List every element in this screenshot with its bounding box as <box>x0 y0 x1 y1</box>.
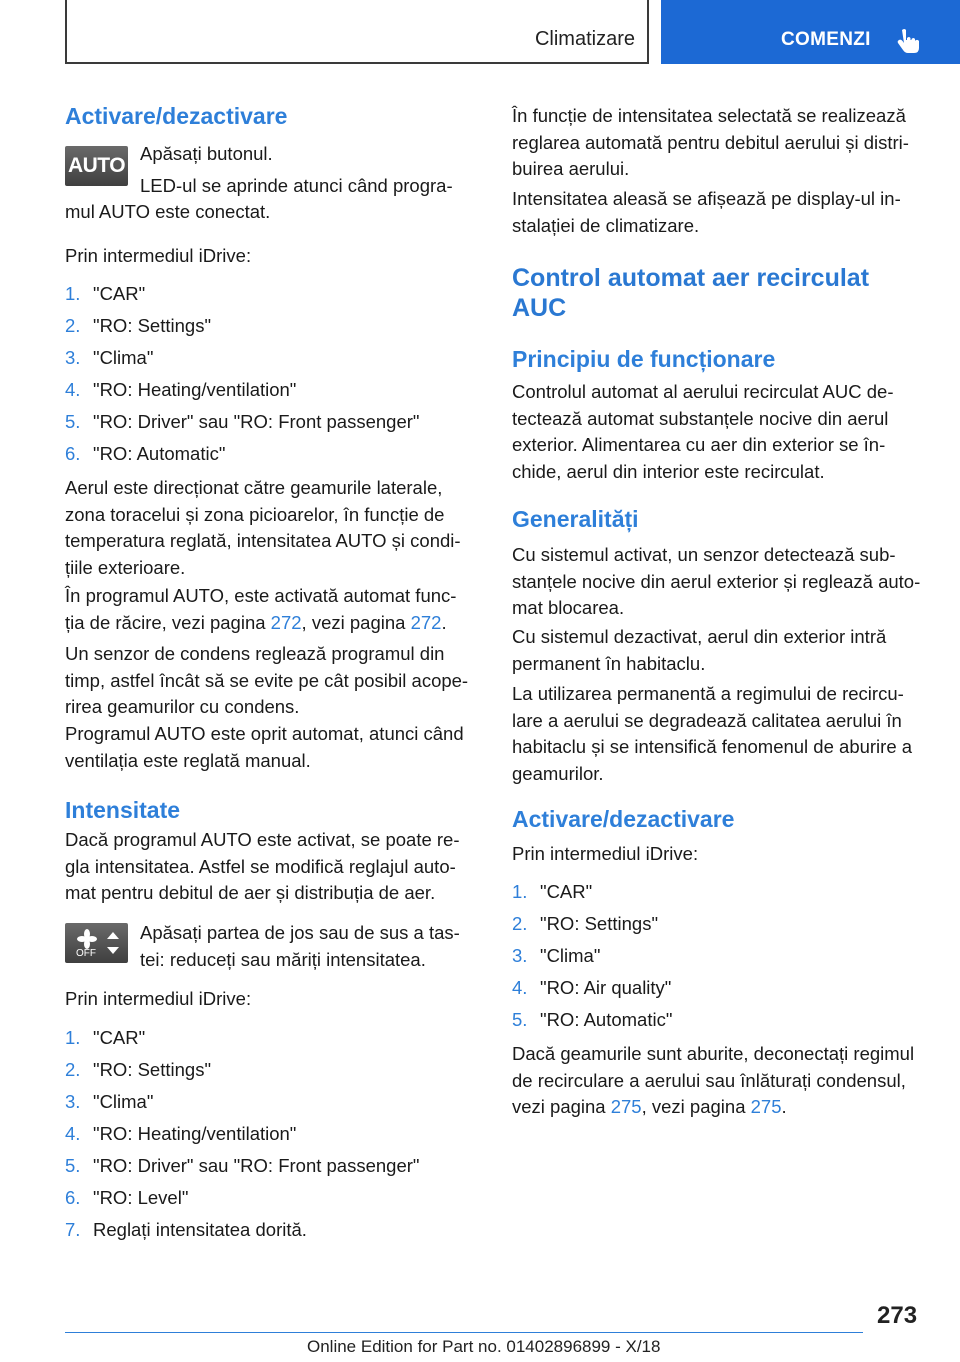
list-item: 7. Reglați intensitatea dorită. <box>65 1219 307 1240</box>
text-led-1: LED-ul se aprinde atunci când progra‐ <box>140 175 453 196</box>
paragraph-principiu: Controlul automat al aerului recirculat AUC de‐ tectează automat substanțele nocive din aerul exterior. Alimentarea cu aer din exterior se în‐ chide, aerul din interior este recirculat. <box>512 381 894 482</box>
list-item: 2. "RO: Settings" <box>65 1059 212 1080</box>
page-link[interactable]: 275 <box>610 1096 642 1117</box>
list-item: 6. "RO: Automatic" <box>65 443 226 464</box>
list-item: 4. "RO: Air quality" <box>512 977 672 998</box>
heading-generalitati: Generalități <box>512 506 639 532</box>
fan-icon <box>65 923 128 963</box>
paragraph-aburite: Dacă geamurile sunt aburite, deconectați regimul de recirculare a aerului sau înlăturați condensul, vezi pagina 275, vezi pagina 275. <box>512 1043 915 1117</box>
list-item: 5. "RO: Driver" sau "RO: Front passenger" <box>65 1155 420 1176</box>
paragraph-activat: Cu sistemul activat, un senzor detectează sub‐ stanțele nocive din aerul exterior și reglează auto‐ mat blocarea. <box>512 544 921 618</box>
page-link[interactable]: 272 <box>410 611 442 633</box>
text-led-2: mul AUTO este conectat. <box>65 201 271 222</box>
text-idrive-1: Prin intermediul iDrive: <box>65 245 252 266</box>
header-section-box <box>65 0 649 64</box>
footer-divider <box>65 1332 863 1333</box>
page-link[interactable]: 275 <box>750 1096 782 1117</box>
paragraph-apasati-partea: Apăsați partea de jos sau de sus a tas‐ tei: reduceți sau măriți intensitatea. <box>140 922 460 970</box>
list-item: 1. "CAR" <box>65 1027 146 1048</box>
list-item: 4. "RO: Heating/ventilation" <box>65 379 297 400</box>
list-item: 3. "Clima" <box>65 1091 154 1112</box>
list-item: 5. "RO: Automatic" <box>512 1009 673 1030</box>
page-number: 273 <box>877 1302 918 1329</box>
nav-tab-label: COMENZI <box>781 29 871 50</box>
text-idrive-right: Prin intermediul iDrive: <box>512 843 699 864</box>
list-item: 3. "Clima" <box>512 945 601 966</box>
section-title: Climatizare <box>534 28 635 50</box>
heading-activare: Activare/dezactivare <box>65 103 288 129</box>
list-item: 3. "Clima" <box>65 347 154 368</box>
list-item: 5. "RO: Driver" sau "RO: Front passenger" <box>65 411 420 432</box>
list-item: 1. "CAR" <box>512 881 593 902</box>
edition-text: Online Edition for Part no. 01402896899 - X/18 <box>307 1337 661 1356</box>
heading-activare-right: Activare/dezactivare <box>512 806 735 832</box>
paragraph-daca: Dacă programul AUTO este activat, se poate re‐ gla intensitatea. Astfel se modifică reglajul auto‐ mat pentru debitul de aer și distribuția de aer. <box>65 829 460 903</box>
fan-button-icon <box>65 923 128 963</box>
text-idrive-2: Prin intermediul iDrive: <box>65 988 252 1009</box>
heading-intensitate: Intensitate <box>65 797 181 823</box>
paragraph-utilizarea: La utilizarea permanentă a regimului de recircu‐ lare a aerului se degradează calitatea aerului în habitaclu și se intensifică fenomenul de aburire a geamurilor. <box>512 683 913 784</box>
paragraph-oprit: Programul AUTO este oprit automat, atunci când ventilația este reglată manual. <box>65 723 464 771</box>
list-item: 4. "RO: Heating/ventilation" <box>65 1123 297 1144</box>
paragraph-senzor: Un senzor de condens reglează programul din timp, astfel încât să se evite pe cât posibil acope‐ rirea geamurilor cu condens. <box>65 643 469 717</box>
paragraph-program: În programul AUTO, este activată automat func‐ ția de răcire, vezi pagina 272, vezi pagina 272. <box>65 585 457 633</box>
paragraph-aer: Aerul este direcționat către geamurile laterale, zona toracelui și zona picioarelor, în funcție de temperatura reglată, intensitatea AUTO și condi‐ țiile exterioare. <box>65 477 461 578</box>
text-apasati: Apăsați butonul. <box>140 143 273 164</box>
list-item: 2. "RO: Settings" <box>512 913 659 934</box>
auto-button-icon: AUTO <box>65 146 128 186</box>
paragraph-afiseaza: Intensitatea aleasă se afișează pe display-ul in‐ stalației de climatizare. <box>512 188 901 236</box>
paragraph-functie: În funcție de intensitatea selectată se realizează reglarea automată pentru debitul aerului și distri‐ buirea aerului. <box>512 105 909 179</box>
header-nav-tab[interactable] <box>661 0 960 64</box>
pointing-hand-icon <box>894 26 924 56</box>
heading-principiu: Principiu de funcționare <box>512 346 776 372</box>
fan-off-label: OFF <box>76 948 96 959</box>
paragraph-dezactivat: Cu sistemul dezactivat, aerul din exterior intră permanent în habitaclu. <box>512 626 887 674</box>
list-item: 6. "RO: Level" <box>65 1187 189 1208</box>
heading-control-auc: Control automat aer recirculat AUC <box>512 264 870 322</box>
list-item: 2. "RO: Settings" <box>65 315 212 336</box>
list-item: 1. "CAR" <box>65 283 146 304</box>
page-link[interactable]: 272 <box>270 611 302 633</box>
